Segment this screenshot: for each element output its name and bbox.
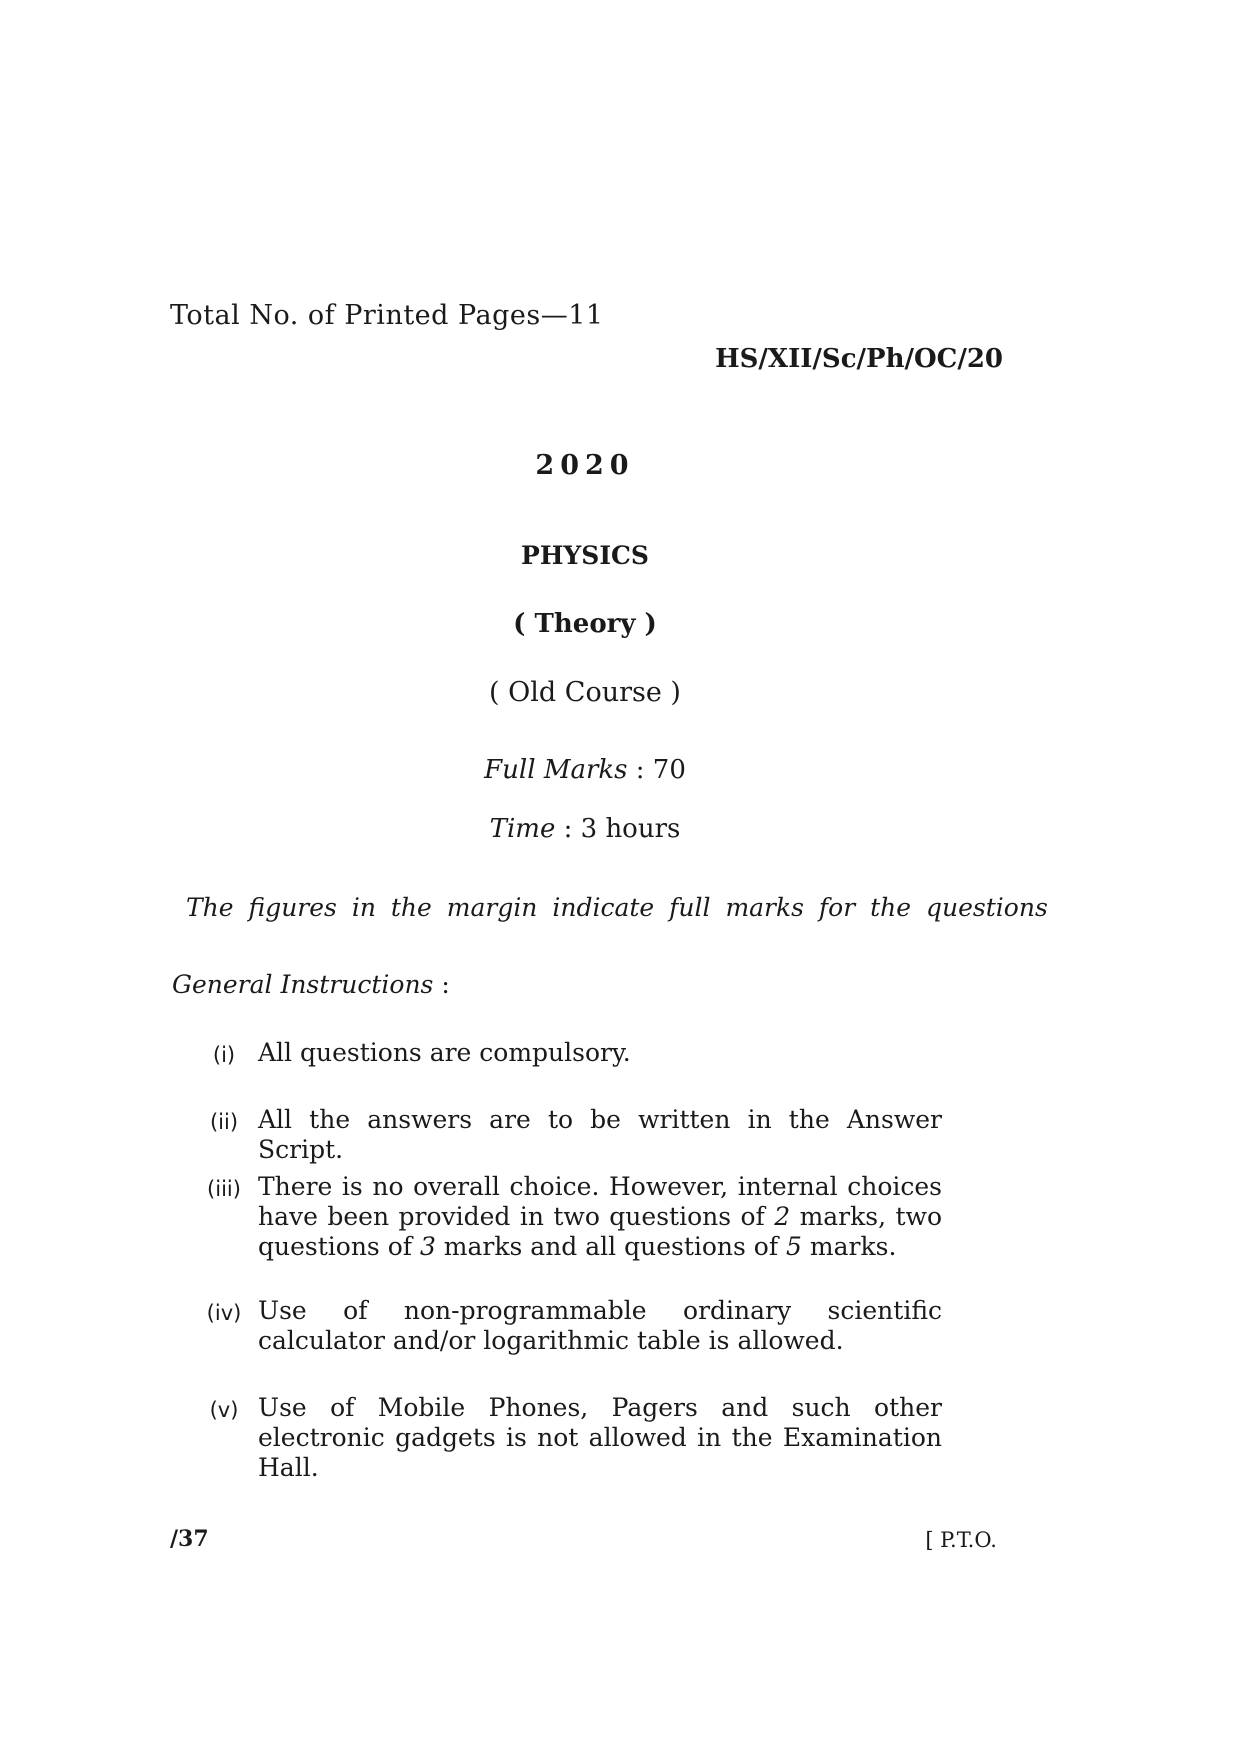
margin-note: The figures in the margin indicate full marks for the questions bbox=[186, 893, 1048, 922]
general-instructions-heading bbox=[172, 970, 450, 999]
course-type: ( Old Course ) bbox=[489, 677, 681, 708]
paper-type: ( Theory ) bbox=[513, 609, 657, 639]
instruction-item bbox=[190, 1296, 942, 1356]
instruction-text: All the answers are to be written in the Answer Script. bbox=[258, 1105, 942, 1164]
time-value: : 3 hours bbox=[563, 814, 681, 844]
instruction-text: Use of Mobile Phones, Pagers and such other electronic gadgets is not allowed in the Examination Hall. bbox=[258, 1393, 942, 1482]
general-instructions-label: General Instructions bbox=[172, 970, 434, 999]
full-marks bbox=[0, 755, 1170, 785]
instruction-item bbox=[190, 1038, 942, 1070]
instruction-number: (i) bbox=[212, 1043, 236, 1067]
instruction-item bbox=[190, 1393, 942, 1483]
instruction-text-part: marks. bbox=[801, 1232, 897, 1261]
instruction-text: Use of non-programmable ordinary scientific calculator and/or logarithmic table is allowed. bbox=[258, 1296, 942, 1355]
page-id: /37 bbox=[170, 1526, 209, 1552]
exam-time bbox=[0, 814, 1170, 844]
instruction-number: (iii) bbox=[207, 1177, 241, 1201]
instruction-text-part: marks and all questions of bbox=[435, 1232, 787, 1261]
instruction-number: (ii) bbox=[209, 1110, 239, 1134]
full-marks-value: : 70 bbox=[635, 755, 686, 785]
instruction-number: (iv) bbox=[206, 1301, 242, 1325]
pto-marker: [ P.T.O. bbox=[925, 1528, 997, 1552]
subject-title: PHYSICS bbox=[521, 541, 649, 570]
instruction-item bbox=[190, 1172, 942, 1262]
instruction-text: All questions are compulsory. bbox=[258, 1038, 631, 1067]
instruction-mark-number: 5 bbox=[786, 1232, 802, 1261]
instruction-mark-number: 2 bbox=[774, 1202, 791, 1231]
time-label: Time bbox=[489, 814, 556, 844]
exam-year: 2020 bbox=[535, 450, 635, 481]
instruction-text bbox=[258, 1172, 942, 1262]
paper-code: HS/XII/Sc/Ph/OC/20 bbox=[715, 344, 1003, 374]
total-printed-pages: Total No. of Printed Pages—11 bbox=[170, 300, 604, 331]
instruction-text-part: marks, two questions of bbox=[258, 1202, 942, 1261]
general-instructions-colon: : bbox=[433, 970, 450, 999]
full-marks-label: Full Marks bbox=[484, 755, 628, 785]
instruction-number: (v) bbox=[209, 1398, 239, 1422]
instruction-item bbox=[190, 1105, 942, 1165]
instruction-text-part: There is no overall choice. However, internal choices have been provided in two questions of bbox=[258, 1172, 942, 1231]
instruction-mark-number: 3 bbox=[419, 1232, 436, 1261]
